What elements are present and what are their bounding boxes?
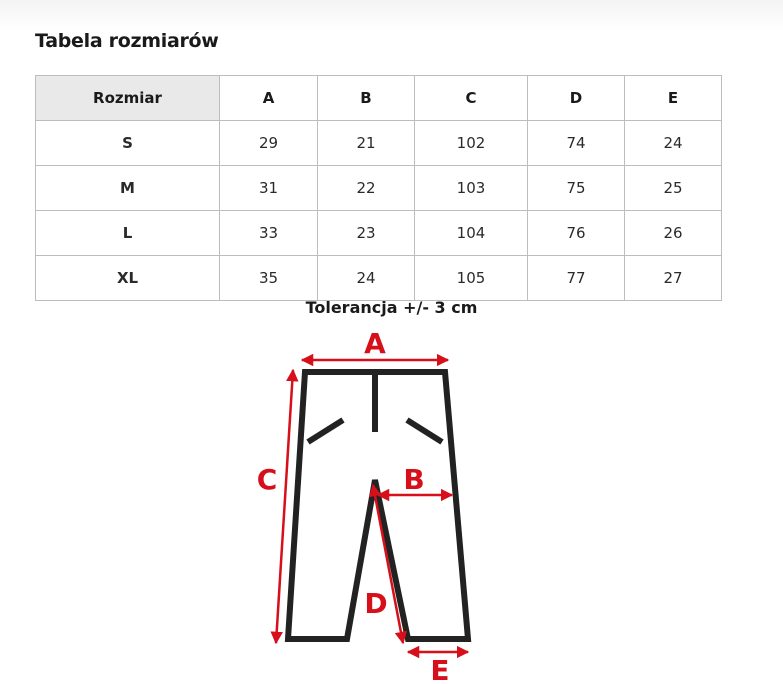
header-cell-d: D <box>528 76 625 121</box>
table-row <box>36 121 722 166</box>
table-cell: 23 <box>318 211 415 256</box>
table-cell: 24 <box>318 256 415 301</box>
tolerance-note: Tolerancja +/- 3 cm <box>305 298 478 317</box>
table-cell: 27 <box>625 256 722 301</box>
header-cell-b: B <box>318 76 415 121</box>
size-cell: M <box>36 166 220 211</box>
table-cell: 33 <box>220 211 318 256</box>
label-e: E <box>430 654 450 684</box>
table-cell: 29 <box>220 121 318 166</box>
size-cell: L <box>36 211 220 256</box>
table-cell: 35 <box>220 256 318 301</box>
table-cell: 24 <box>625 121 722 166</box>
header-cell-c: C <box>415 76 528 121</box>
label-a: A <box>364 327 386 360</box>
table-cell: 25 <box>625 166 722 211</box>
label-d: D <box>364 587 388 620</box>
pants-diagram <box>240 325 540 684</box>
size-cell: S <box>36 121 220 166</box>
header-cell-size: Rozmiar <box>36 76 220 121</box>
table-cell: 77 <box>528 256 625 301</box>
header-cell-e: E <box>625 76 722 121</box>
table-cell: 103 <box>415 166 528 211</box>
size-cell: XL <box>36 256 220 301</box>
header-cell-a: A <box>220 76 318 121</box>
table-row <box>36 256 722 301</box>
table-cell: 21 <box>318 121 415 166</box>
table-header-row <box>36 76 722 121</box>
table-cell: 22 <box>318 166 415 211</box>
table-row <box>36 211 722 256</box>
page-title: Tabela rozmiarów <box>35 30 219 52</box>
size-table <box>35 75 722 301</box>
table-cell: 104 <box>415 211 528 256</box>
label-c: C <box>256 463 278 496</box>
table-cell: 74 <box>528 121 625 166</box>
label-b: B <box>403 463 425 496</box>
table-cell: 31 <box>220 166 318 211</box>
table-cell: 105 <box>415 256 528 301</box>
top-image-strip <box>0 0 783 30</box>
table-cell: 26 <box>625 211 722 256</box>
table-cell: 75 <box>528 166 625 211</box>
table-cell: 102 <box>415 121 528 166</box>
table-cell: 76 <box>528 211 625 256</box>
table-row <box>36 166 722 211</box>
